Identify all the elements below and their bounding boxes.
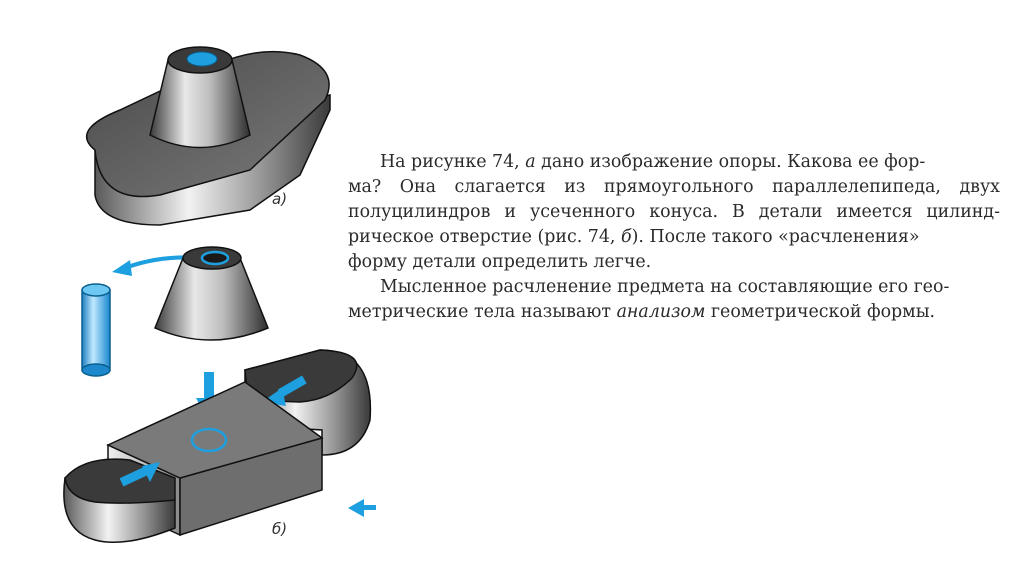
text-line: полуцилиндров и усеченного конуса. В детали имеется цилинд- <box>348 202 1000 222</box>
figure-74 <box>0 0 400 574</box>
half-cylinder-left <box>64 459 175 542</box>
figure-label-b: б) <box>272 520 288 538</box>
text-line: Мысленное расчленение предмета на составляющие его гео- <box>380 277 950 297</box>
text-line: форму детали определить легче. <box>348 252 652 272</box>
hole-cylinder <box>82 284 110 376</box>
small-left-arrow <box>348 499 376 517</box>
body-text <box>348 150 1000 325</box>
text-line: метрические тела называют анализом геометрической формы. <box>348 302 936 322</box>
figure-label-a: а) <box>272 190 288 208</box>
truncated-cone <box>155 247 268 340</box>
assembled-support <box>87 47 330 225</box>
text-line: рическое отверстие (рис. 74, б). После такого «расчленения» <box>348 227 920 247</box>
text-line: На рисунке 74, а дано изображение опоры. Какова ее фор- <box>380 152 926 172</box>
text-line: ма? Она слагается из прямоугольного параллелепипеда, двух <box>348 177 1000 197</box>
